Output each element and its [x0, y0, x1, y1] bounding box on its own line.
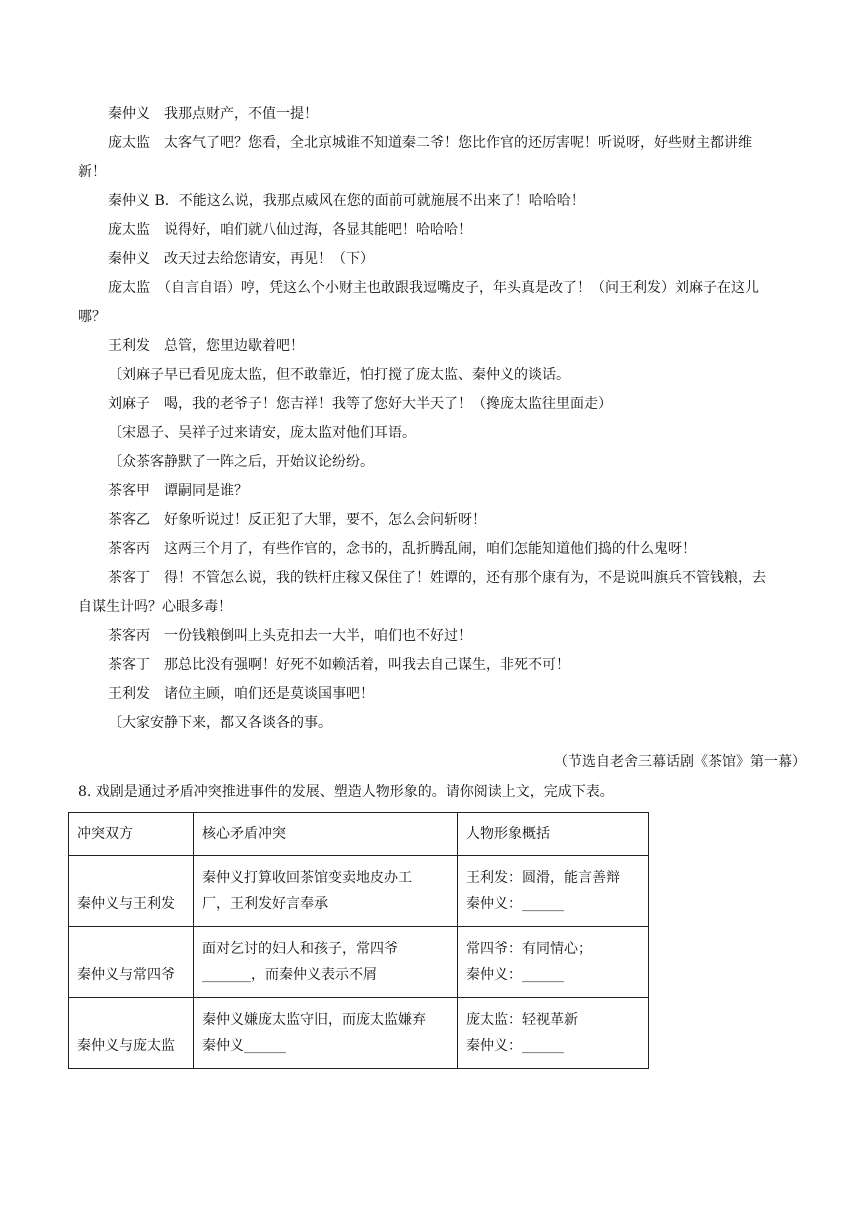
dialogue-line: 茶客丙 一份钱粮倒叫上头克扣去一大半，咱们也不好过！ — [108, 628, 472, 644]
header-parties: 冲突双方 — [69, 813, 194, 856]
cell-conflict: 秦仲义打算收回茶馆变卖地皮办工 厂，王利发好言奉承 — [194, 856, 458, 927]
answer-blank[interactable]: 秦仲义：______ — [466, 967, 564, 983]
cell-conflict: 秦仲义嫌庞太监守旧，而庞太监嫌弃 秦仲义______ — [194, 998, 458, 1069]
dialogue-line: 秦仲义 我那点财产，不值一提！ — [108, 106, 318, 122]
dialogue-line: 庞太监 （自言自语）哼，凭这么个小财主也敢跟我逗嘴皮子，年头真是改了！（问王利发）刘麻子在这儿哪？ — [78, 280, 759, 325]
dialogue-line: 王利发 总管，您里边歇着吧！ — [108, 338, 304, 354]
source-citation: （节选自老舍三幕话剧《茶馆》第一幕） — [554, 754, 806, 770]
dialogue-line: 茶客丙 这两三个月了，有些作官的，念书的，乱折腾乱闹，咱们怎能知道他们捣的什么鬼呀！ — [108, 541, 696, 557]
question-8: 8. 戏剧是通过矛盾冲突推进事件的发展、塑造人物形象的。请你阅读上文，完成下表。 — [78, 784, 614, 800]
table-row — [69, 927, 649, 998]
table-row — [69, 856, 649, 927]
conflict-table — [68, 812, 649, 1069]
stage-direction: 〔众茶客静默了一阵之后，开始议论纷纷。 — [108, 454, 374, 470]
table-row — [69, 998, 649, 1069]
header-traits: 人物形象概括 — [458, 813, 649, 856]
cell-traits: 王利发：圆滑，能言善辩 秦仲义：______ — [458, 856, 649, 927]
dialogue-line: 庞太监 说得好，咱们就八仙过海，各显其能吧！哈哈哈！ — [108, 222, 472, 238]
dialogue-line: 茶客甲 谭嗣同是谁？ — [108, 483, 248, 499]
answer-blank[interactable]: 秦仲义：______ — [466, 896, 564, 912]
answer-blank[interactable]: _______，而秦仲义表示不屑 — [202, 967, 377, 983]
answer-blank[interactable]: 秦仲义：______ — [466, 1038, 564, 1054]
cell-parties: 秦仲义与常四爷 — [69, 927, 194, 998]
dialogue-line: 秦仲义 B．不能这么说，我那点威风在您的面前可就施展不出来了！哈哈哈！ — [108, 193, 585, 209]
stage-direction: 〔大家安静下来，都又各谈各的事。 — [108, 715, 332, 731]
dialogue-line: 茶客丁 得！不管怎么说，我的铁杆庄稼又保住了！姓谭的，还有那个康有为，不是说叫旗兵不管钱粮，去自谋生计吗？心眼多毒！ — [78, 570, 766, 615]
dialogue-line: 茶客乙 好象听说过！反正犯了大罪，要不，怎么会问斩呀！ — [108, 512, 486, 528]
stage-direction: 〔刘麻子早已看见庞太监，但不敢靠近，怕打搅了庞太监、秦仲义的谈话。 — [108, 367, 570, 383]
dialogue-line: 刘麻子 喝，我的老爷子！您吉祥！我等了您好大半天了！（搀庞太监往里面走） — [108, 396, 612, 412]
stage-direction: 〔宋恩子、吴祥子过来请安，庞太监对他们耳语。 — [108, 425, 416, 441]
cell-conflict: 面对乞讨的妇人和孩子，常四爷 _______，而秦仲义表示不屑 — [194, 927, 458, 998]
answer-blank[interactable]: 秦仲义______ — [202, 1038, 286, 1054]
table-header-row — [69, 813, 649, 856]
dialogue-line: 秦仲义 改天过去给您请安，再见！（下） — [108, 251, 374, 267]
header-conflict: 核心矛盾冲突 — [194, 813, 458, 856]
dialogue-line: 王利发 诸位主顾，咱们还是莫谈国事吧！ — [108, 686, 374, 702]
cell-parties: 秦仲义与庞太监 — [69, 998, 194, 1069]
cell-parties: 秦仲义与王利发 — [69, 856, 194, 927]
cell-traits: 庞太监：轻视革新 秦仲义：______ — [458, 998, 649, 1069]
dialogue-line: 茶客丁 那总比没有强啊！好死不如赖活着，叫我去自己谋生，非死不可！ — [108, 657, 570, 673]
dialogue-line: 庞太监 太客气了吧？您看，全北京城谁不知道秦二爷！您比作官的还厉害呢！听说呀，好些财主都讲维新！ — [78, 135, 752, 180]
cell-traits: 常四爷：有同情心； 秦仲义：______ — [458, 927, 649, 998]
